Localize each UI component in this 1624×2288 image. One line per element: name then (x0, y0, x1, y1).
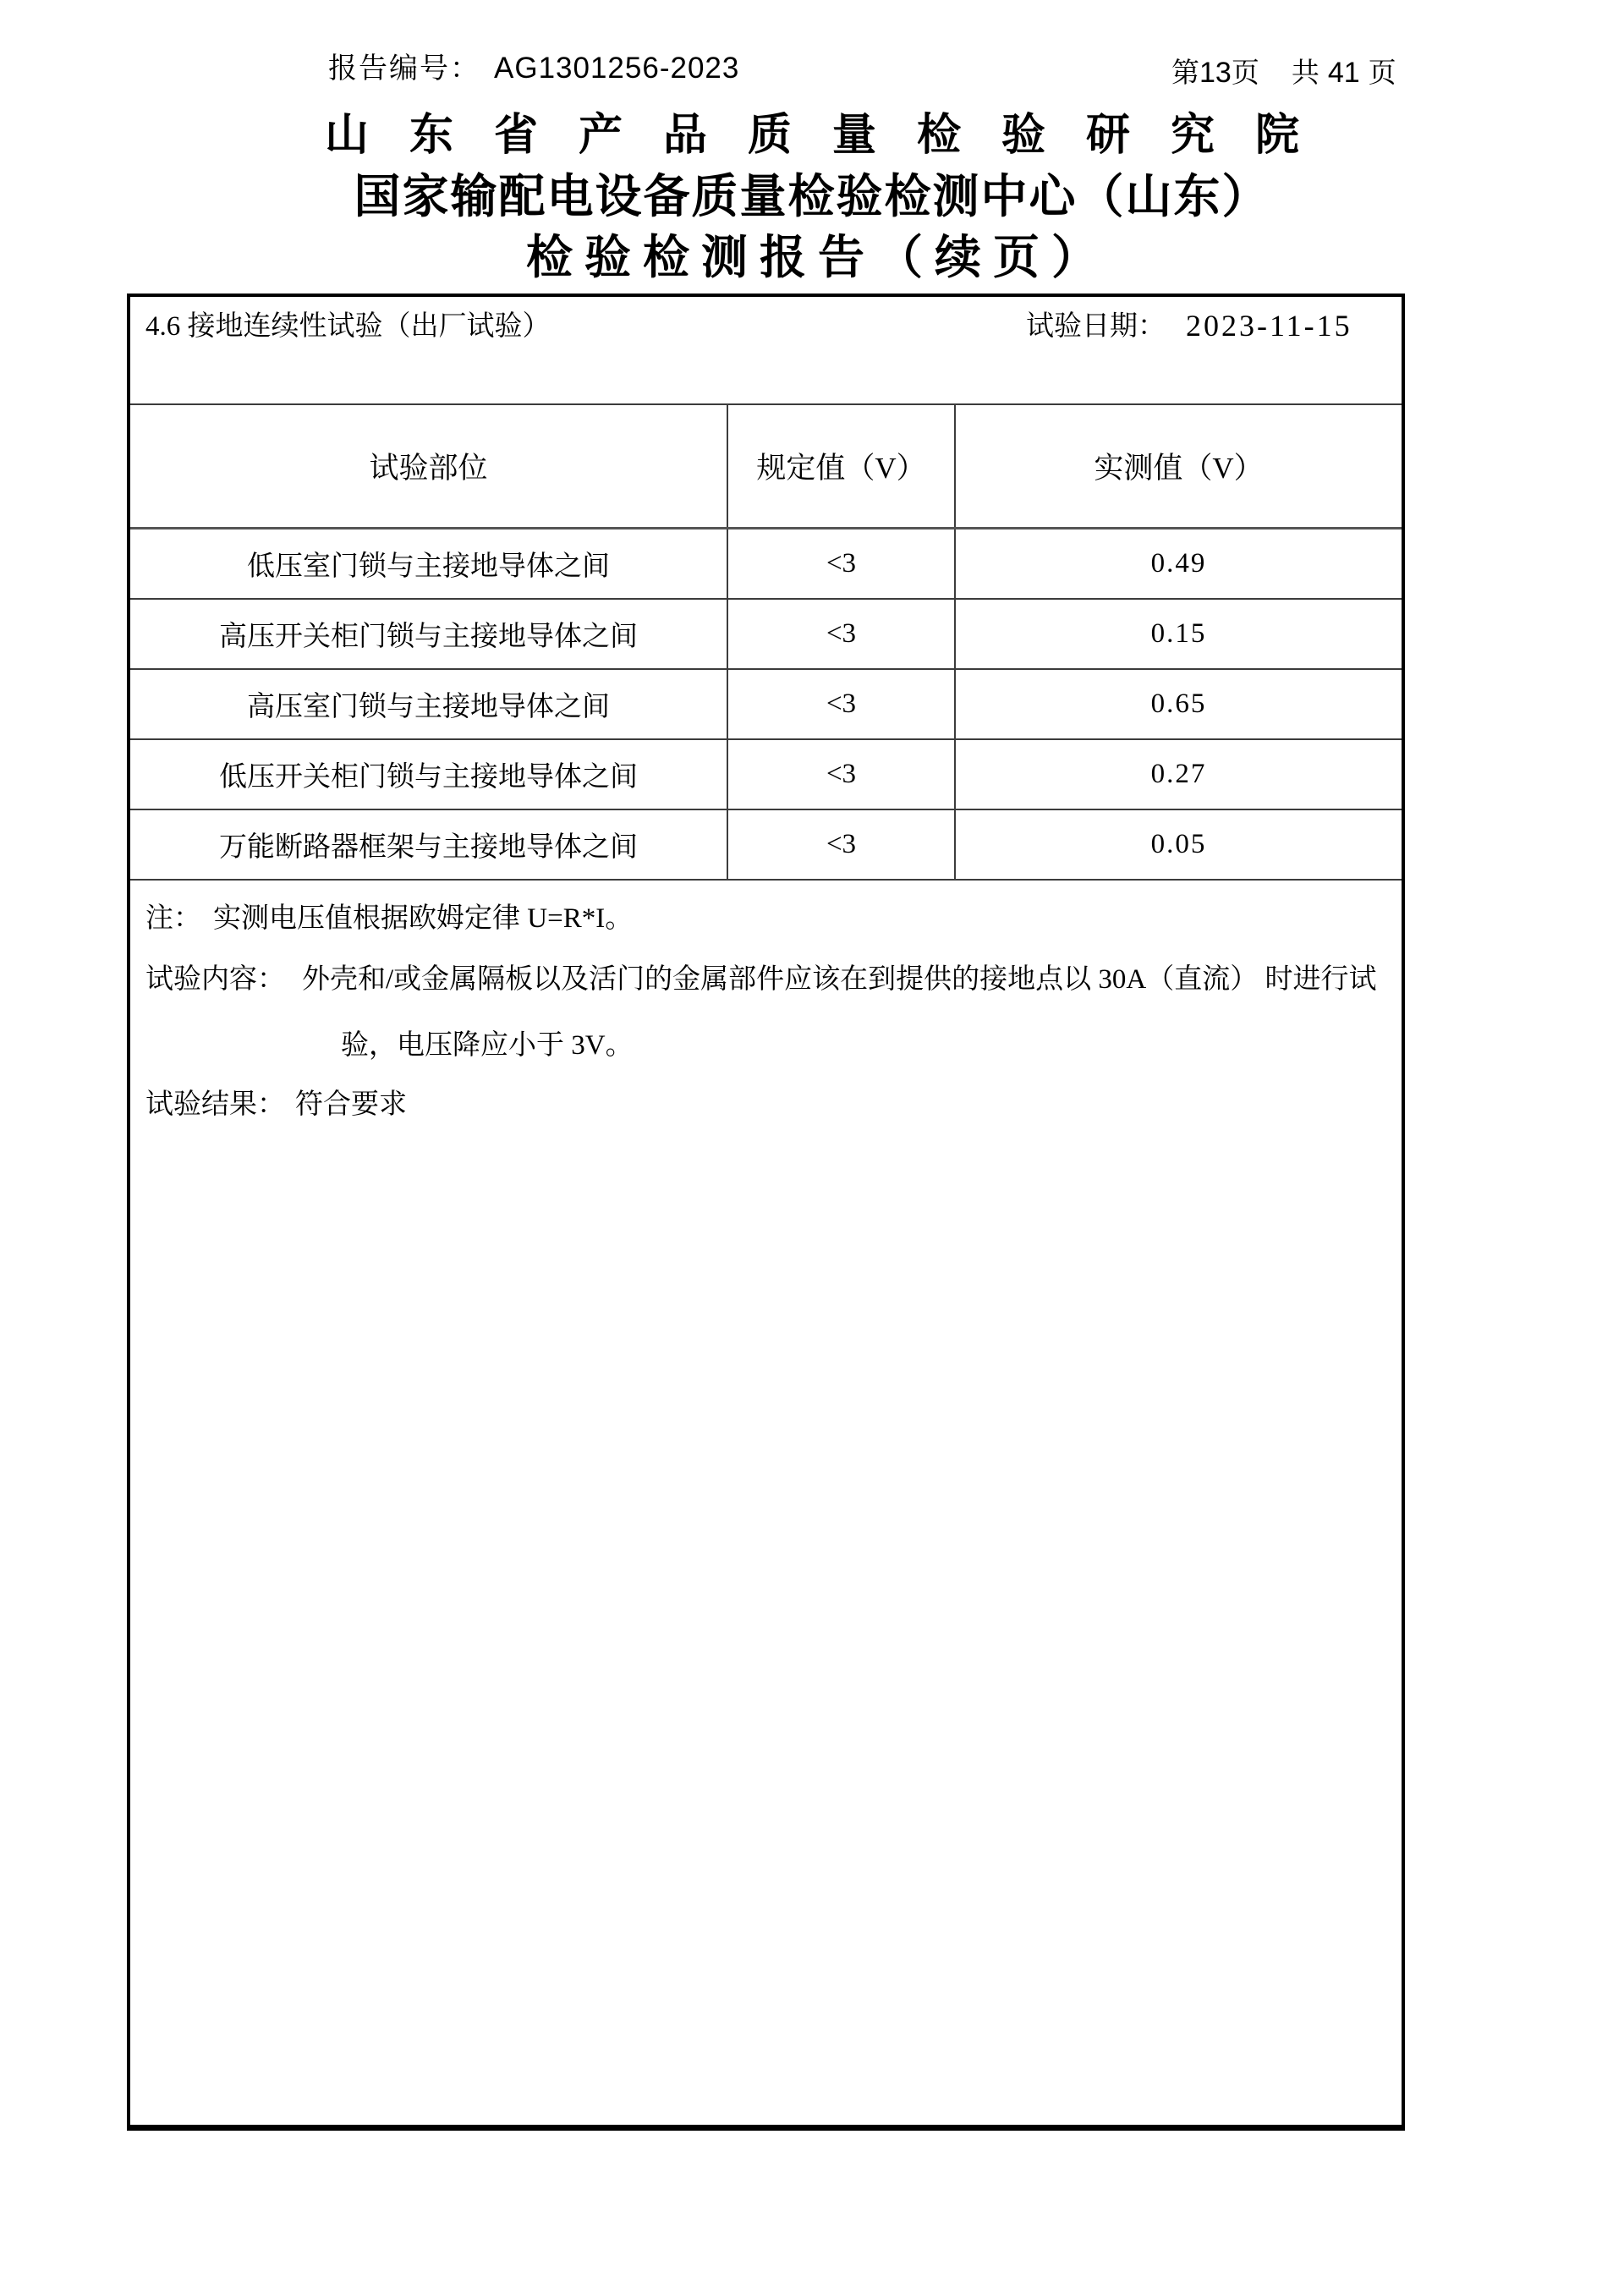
col-header-spec-value: 规定值（V） (727, 404, 955, 529)
test-result-value: 符合要求 (295, 1089, 407, 1120)
section-heading: 4.6 接地连续性试验（出厂试验） (145, 311, 551, 342)
report-number-value: AG1301256-2023 (494, 52, 740, 85)
table-row (130, 599, 1402, 669)
table-row (130, 809, 1402, 880)
cell-measured-value: 0.65 (955, 669, 1402, 739)
cell-measured-value: 0.15 (955, 599, 1402, 669)
report-frame (127, 294, 1405, 2131)
test-date-label: 试验日期： (1026, 311, 1166, 342)
title-block (0, 105, 1624, 288)
cell-test-part: 高压开关柜门锁与主接地导体之间 (130, 599, 727, 669)
page-unit: 页 (1231, 58, 1259, 89)
page-indicator (1171, 56, 1396, 91)
report-number-block (328, 51, 739, 87)
cell-spec-value: <3 (727, 599, 955, 669)
table-row (130, 739, 1402, 809)
cell-test-part: 低压开关柜门锁与主接地导体之间 (130, 739, 727, 809)
note-row (145, 901, 633, 936)
cell-measured-value: 0.49 (955, 529, 1402, 600)
total-unit: 页 (1368, 58, 1396, 89)
test-result-label: 试验结果： (145, 1089, 285, 1120)
test-content-line2: 验，电压降应小于 3V。 (341, 1030, 634, 1061)
results-table (130, 403, 1402, 881)
cell-measured-value: 0.05 (955, 809, 1402, 880)
test-content-line1: 外壳和/或金属隔板以及活门的金属部件应该在到提供的接地点以 30A（直流） 时进行试 (302, 964, 1377, 995)
title-report-type: 检验检测报告（续页） (525, 231, 1110, 283)
cell-measured-value: 0.27 (955, 739, 1402, 809)
title-institute: 山东省产品质量检验研究院 (324, 111, 1340, 160)
page-total: 41 (1327, 57, 1360, 89)
test-content-continuation (341, 1028, 634, 1063)
test-content-row (145, 962, 1377, 997)
cell-spec-value: <3 (727, 529, 955, 600)
col-header-measured-value: 实测值（V） (955, 404, 1402, 529)
cell-spec-value: <3 (727, 739, 955, 809)
cell-spec-value: <3 (727, 809, 955, 880)
test-result-row (145, 1087, 407, 1122)
cell-test-part: 万能断路器框架与主接地导体之间 (130, 809, 727, 880)
note-text: 实测电压值根据欧姆定律 U=R*I。 (213, 903, 634, 934)
page-current: 13 (1199, 57, 1232, 89)
cell-test-part: 高压室门锁与主接地导体之间 (130, 669, 727, 739)
test-date-value: 2023-11-15 (1186, 309, 1352, 343)
report-number-label: 报告编号： (328, 53, 480, 85)
cell-test-part: 低压室门锁与主接地导体之间 (130, 529, 727, 600)
cell-spec-value: <3 (727, 669, 955, 739)
page-prefix: 第 (1171, 58, 1199, 89)
col-header-test-part: 试验部位 (130, 404, 727, 529)
total-prefix: 共 (1291, 58, 1320, 89)
title-center-name: 国家输配电设备质量检验检测中心（山东） (354, 170, 1270, 222)
test-content-label: 试验内容： (145, 964, 285, 995)
note-label: 注： (145, 903, 201, 934)
table-row (130, 669, 1402, 739)
table-row (130, 529, 1402, 600)
table-header-row (130, 404, 1402, 529)
